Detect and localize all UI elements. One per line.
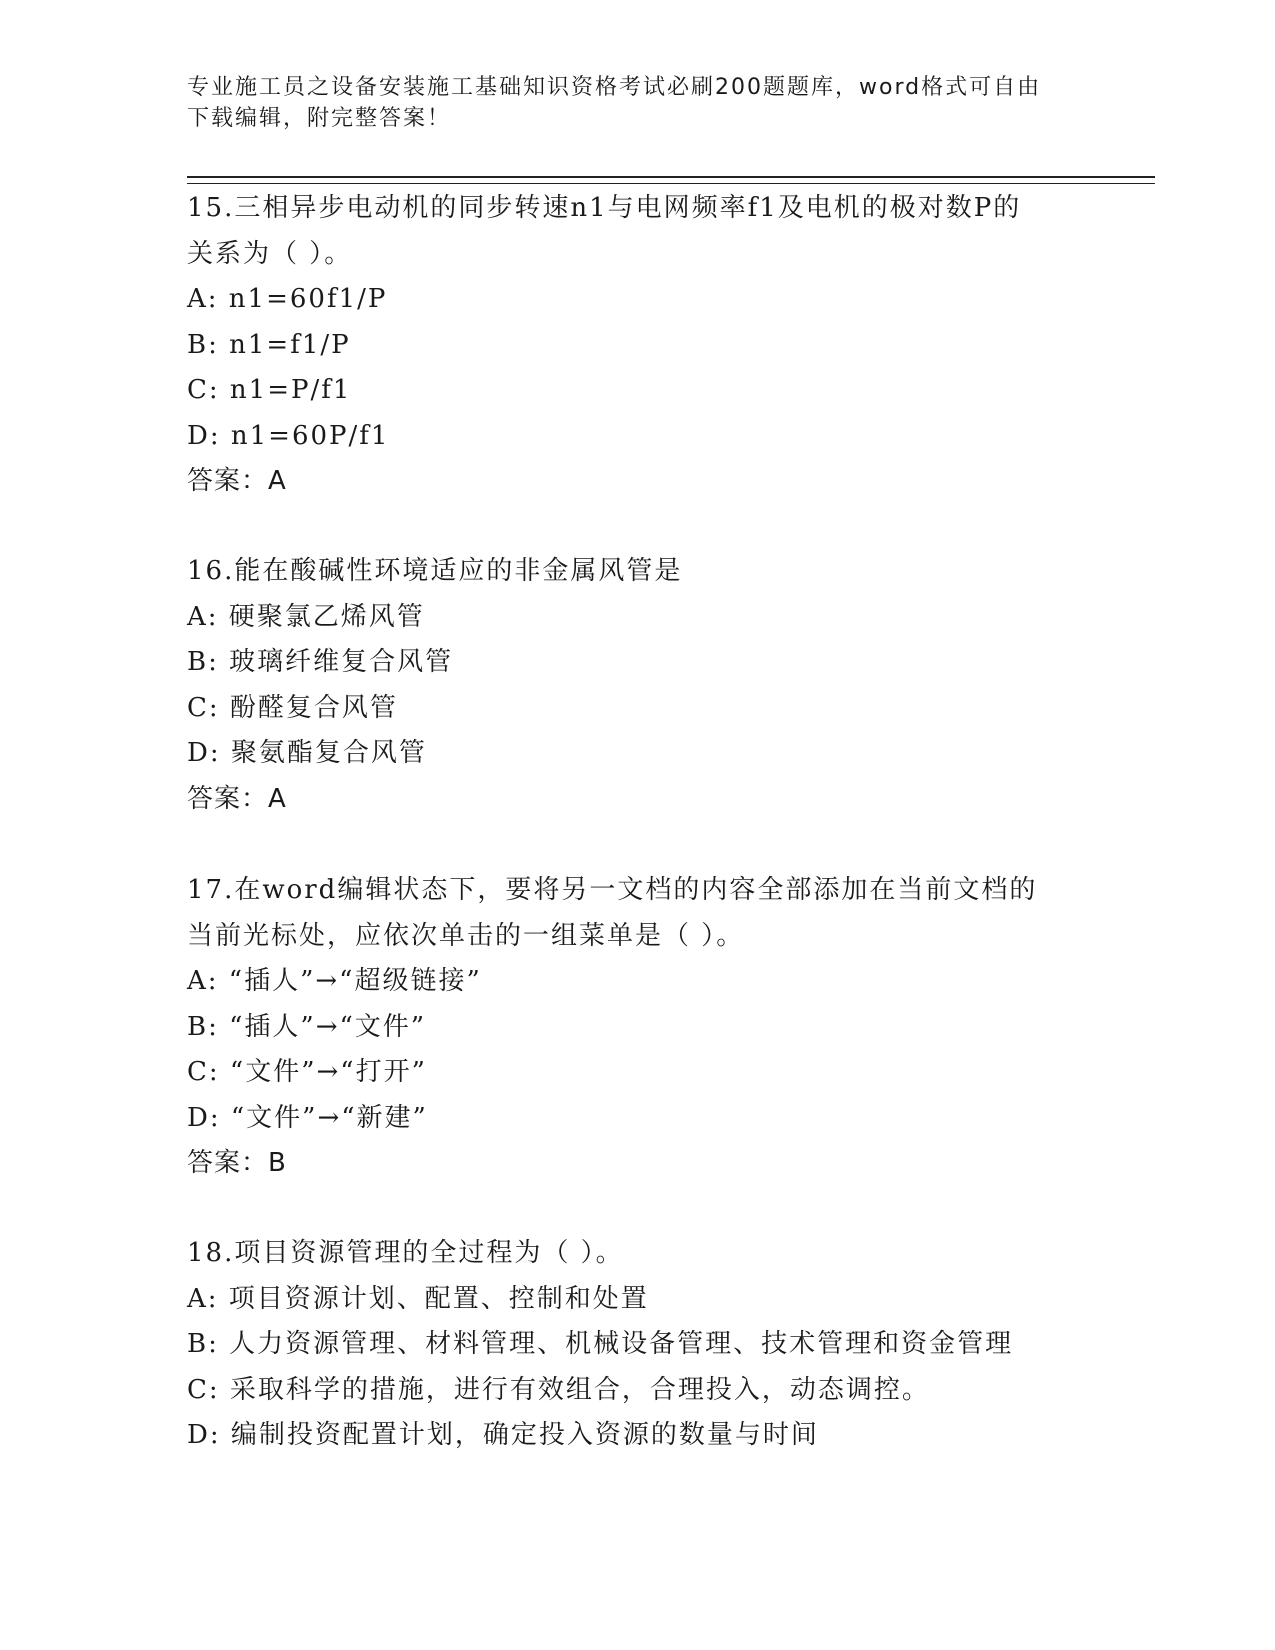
option-c: C: 酚醛复合风管 (187, 692, 398, 723)
option-d: D: “文件”→“新建” (187, 1102, 428, 1133)
question-stem-continued: 当前光标处，应依次单击的一组菜单是（ ）。 (187, 920, 745, 951)
option-c: C: “文件”→“打开” (187, 1057, 427, 1087)
header-line-2: 下载编辑，附完整答案！ (187, 106, 452, 131)
question-stem: 16.能在酸碱性环境适应的非金属风管是 (187, 556, 683, 586)
question-17 (187, 868, 1087, 1187)
question-stem: 15.三相异步电动机的同步转速n1与电网频率f1及电机的极对数P的 (187, 193, 1022, 223)
question-16 (187, 549, 1087, 822)
option-a: A: 项目资源计划、配置、控制和处置 (187, 1283, 649, 1314)
option-d: D: 编制投资配置计划，确定投入资源的数量与时间 (187, 1420, 819, 1450)
option-b: B: 玻璃纤维复合风管 (187, 647, 454, 677)
document-header (187, 72, 1067, 134)
option-d: D: n1=60P/f1 (187, 420, 390, 451)
option-c: C: 采取科学的措施，进行有效组合，合理投入，动态调控。 (187, 1374, 930, 1405)
option-c: C: n1=P/f1 (187, 375, 352, 405)
question-15 (187, 186, 1087, 505)
option-b: B: “插人”→“文件” (187, 1011, 427, 1042)
answer-line: 答案：A (187, 466, 287, 496)
question-stem: 17.在word编辑状态下，要将另一文档的内容全部添加在当前文档的 (187, 875, 1038, 905)
option-a: A: “插人”→“超级链接” (187, 966, 482, 996)
question-stem: 18.项目资源管理的全过程为（ ）。 (187, 1238, 624, 1268)
header-line-1: 专业施工员之设备安装施工基础知识资格考试必刷200题题库，word格式可自由 (187, 75, 1042, 100)
option-d: D: 聚氨酯复合风管 (187, 738, 427, 768)
header-divider-thick (187, 176, 1155, 178)
header-divider-thin (187, 183, 1155, 184)
answer-line: 答案：A (187, 783, 287, 814)
option-b: B: n1=f1/P (187, 329, 351, 360)
option-b: B: 人力资源管理、材料管理、机械设备管理、技术管理和资金管理 (187, 1329, 1014, 1359)
question-18 (187, 1231, 1087, 1459)
question-stem-continued: 关系为（ ）。 (187, 238, 353, 269)
answer-line: 答案：B (187, 1148, 287, 1178)
option-a: A: 硬聚氯乙烯风管 (187, 601, 425, 632)
option-a: A: n1=60f1/P (187, 284, 388, 314)
